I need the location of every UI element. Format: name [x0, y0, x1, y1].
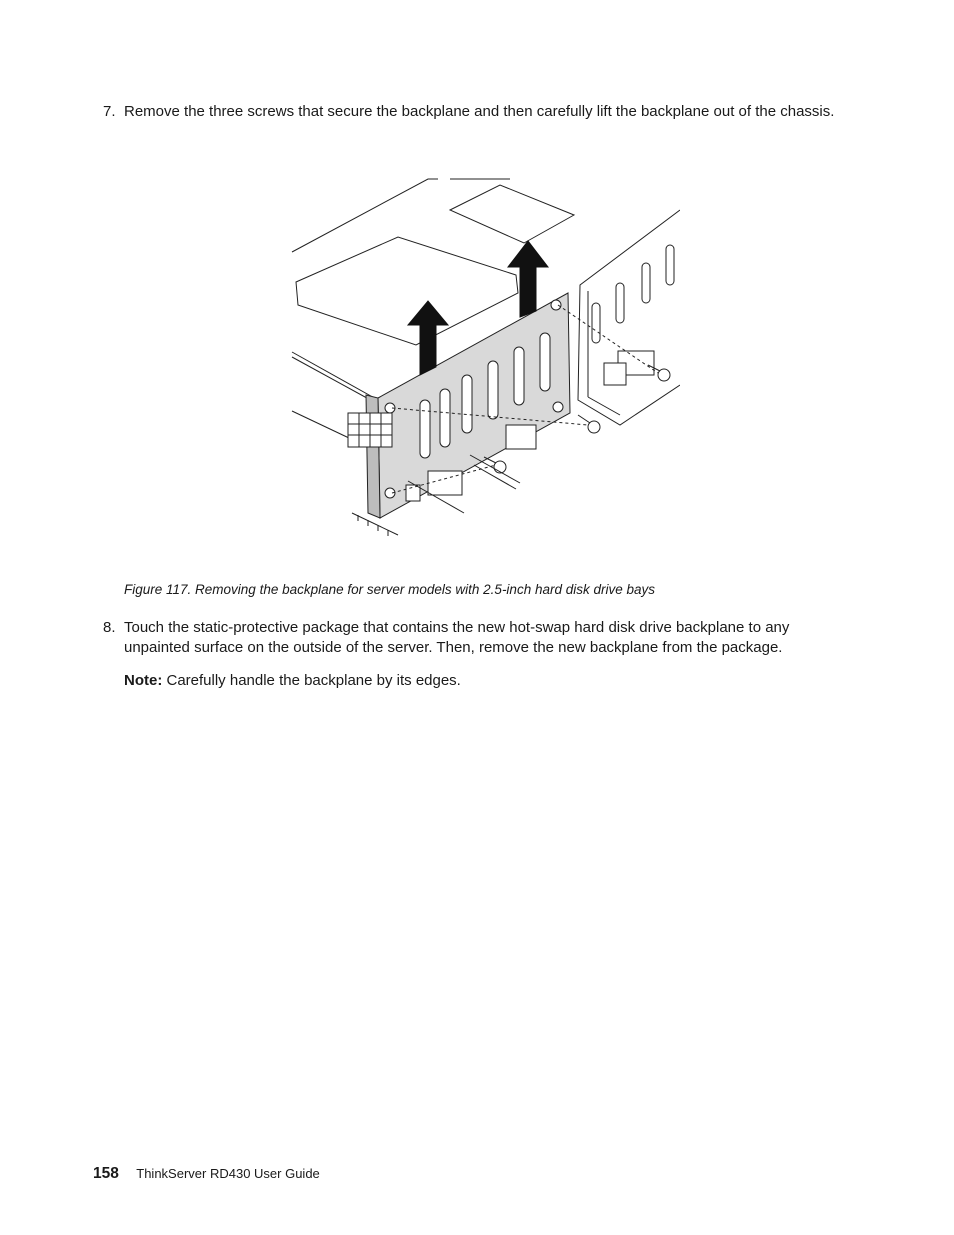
step-text: Remove the three screws that secure the backplane and then carefully lift the backplane out of the chassis. [124, 103, 835, 120]
step-7 [103, 102, 843, 122]
step-8 [103, 618, 843, 657]
note-text: Carefully handle the backplane by its edges. [166, 672, 461, 689]
page-number: 158 [93, 1165, 119, 1182]
note [124, 671, 461, 691]
figure-caption: Figure 117. Removing the backplane for server models with 2.5-inch hard disk drive bays [124, 582, 656, 597]
step-number: 8. [103, 619, 116, 636]
guide-title: ThinkServer RD430 User Guide [136, 1166, 320, 1181]
page-footer [93, 1165, 320, 1183]
backplane-removal-illustration [288, 175, 680, 547]
step-text: Touch the static-protective package that contains the new hot-swap hard disk drive backplane to any unpainted surface on the outside of the server. Then, remove the new backplane from the package. [124, 619, 790, 656]
step-number: 7. [103, 103, 116, 120]
note-label: Note: [124, 672, 163, 689]
